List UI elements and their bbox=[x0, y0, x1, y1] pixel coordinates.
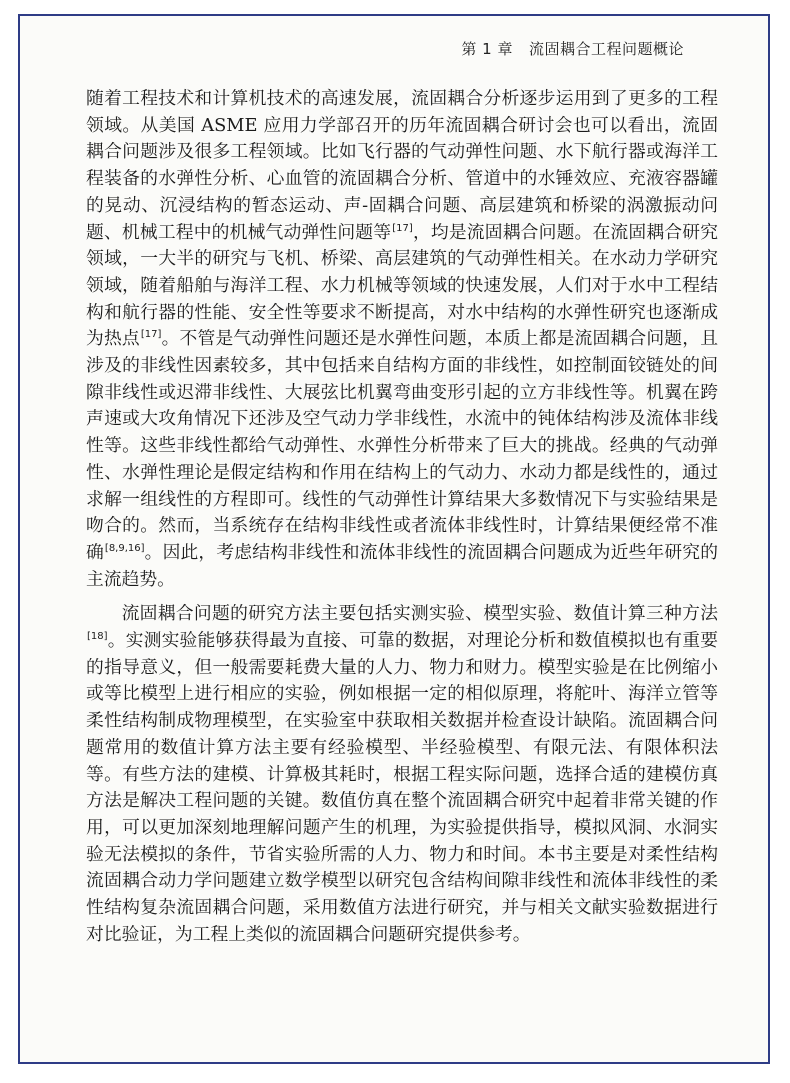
text-run: ，均是流固耦合问题。在流固耦合研究领域，一大半的研究与飞机、桥梁、高层建筑的气动弹性相关。在水动力学研究领域，随着船舶与海洋工程、水力机械等领域的快速发展，人们对于水中工程结构和航行器的性能、安全性等要求不断提高，对水中结构的水弹性研究也逐渐成为热点 bbox=[86, 221, 718, 350]
citation: [8,9,16] bbox=[104, 542, 145, 554]
text-run: 。不管是气动弹性问题还是水弹性问题，本质上都是流固耦合问题，且涉及的非线性因素较多，其中包括来自结构方面的非线性，如控制面铰链处的间隙非线性或迟滞非线性、大展弦比机翼弯曲变形引起的立方非线性等。机翼在跨声速或大攻角情况下还涉及空气动力学非线性，水流中的钝体结构涉及流体非线性等。这些非线性都给气动弹性、水弹性分析带来了巨大的挑战。经典的气动弹性、水弹性理论是假定结构和作用在结构上的气动力、水动力都是线性的，通过求解一组线性的方程即可。线性的气动弹性计算结果大多数情况下与实验结果是吻合的。然而，当系统存在结构非线性或者流体非线性时，计算结果便经常不准确 bbox=[86, 328, 718, 563]
citation: [18] bbox=[87, 631, 108, 643]
chapter-title: 流固耦合工程问题概论 bbox=[528, 40, 684, 58]
body-text bbox=[86, 86, 718, 949]
page-frame bbox=[18, 14, 770, 1064]
text-run: 。实测实验能够获得最为直接、可靠的数据，对理论分析和数值模拟也有重要的指导意义，但一般需要耗费大量的人力、物力和财力。模型实验是在比例缩小或等比模型上进行相应的实验，例如根据一定的相似原理，将舵叶、海洋立管等柔性结构制成物理模型，在实验室中获取相关数据并检查设计缺陷。流固耦合问题常用的数值计算方法主要有经验模型、半经验模型、有限元法、有限体积法等。有些方法的建模、计算极其耗时，根据工程实际问题，选择合适的建模仿真方法是解决工程问题的关键。数值仿真在整个流固耦合研究中起着非常关键的作用，可以更加深刻地理解问题产生的机理，为实验提供指导，模拟风洞、水洞实验无法模拟的条件，节省实验所需的人力、物力和时间。本书主要是对柔性结构流固耦合动力学问题建立数学模型以研究包含结构间隙非线性和流体非线性的柔性结构复杂流固耦合问题，采用数值方法进行研究，并与相关文献实验数据进行对比验证，为工程上类似的流固耦合问题研究提供参考。 bbox=[86, 630, 718, 945]
running-header bbox=[461, 38, 684, 59]
text-run: 随着工程技术和计算机技术的高速发展，流固耦合分析逐步运用到了更多的工程领域。从美国 ASME 应用力学部召开的历年流固耦合研讨会也可以看出，流固耦合问题涉及很多工程领域。比如飞行器的气动弹性问题、水下航行器或海洋工程装备的水弹性分析、心血管的流固耦合分析、管道中的水锤效应、充液容器罐的晃动、沉浸结构的暂态运动、声-固耦合问题、高层建筑和桥梁的涡激振动问题、机械工程中的机械气动弹性问题等 bbox=[86, 88, 718, 243]
chapter-number: 第 1 章 bbox=[461, 40, 513, 58]
text-run: 流固耦合问题的研究方法主要包括实测实验、模型实验、数值计算三种方法 bbox=[121, 603, 718, 625]
paragraph-2 bbox=[86, 601, 718, 948]
citation: [17] bbox=[140, 329, 162, 341]
text-run: 。因此，考虑结构非线性和流体非线性的流固耦合问题成为近些年研究的主流趋势。 bbox=[86, 541, 718, 590]
citation: [17] bbox=[392, 222, 413, 234]
paragraph-1 bbox=[86, 86, 718, 593]
